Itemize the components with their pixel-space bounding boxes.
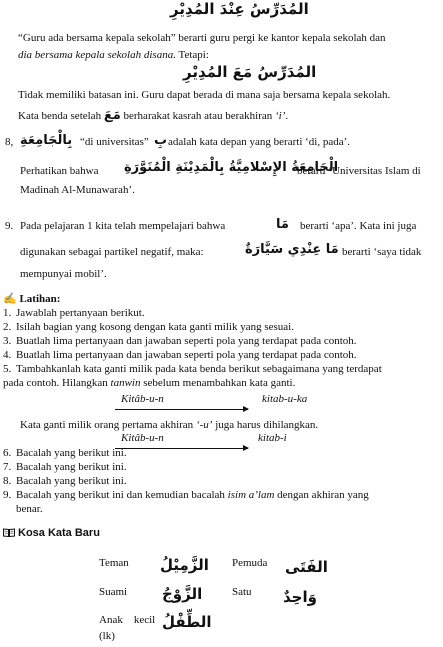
item-8-note-a: Perhatikan bahwa — [20, 165, 99, 177]
list-item: 6. Bacalah yang berikut ini. — [3, 447, 127, 459]
vocab-label-anak-lk: (lk) — [99, 630, 115, 642]
item-9-line-c: mempunyai mobil’. — [20, 268, 107, 280]
vocab-arabic-pemuda: الفَتَى — [285, 558, 328, 576]
paragraph-2 — [18, 87, 438, 125]
vocab-arabic-anak: الطِّفْلُ — [162, 613, 212, 631]
paragraph-1-line-b: dia bersama kepala sekolah disana. Tetapi: — [18, 49, 209, 61]
paragraph-1-line-a: “Guru ada bersama kepala sekolah” berarti guru pergi ke kantor kepala sekolah dan — [18, 32, 386, 44]
paragraph-1 — [18, 30, 438, 64]
item-8-desc: adalah kata depan yang berarti ‘di, pada’. — [168, 136, 351, 148]
item-8-note-b: berarti ‘Universitas Islam di — [297, 165, 421, 177]
list-item: 8. Bacalah yang berikut ini. — [3, 475, 127, 487]
arabic-bi: بِ — [154, 133, 168, 148]
item-8-note-c: Madinah Al-Munawarah’. — [20, 184, 135, 196]
item-9-line-b2: berarti ‘saya tidak — [342, 246, 422, 258]
item-9-line-a1: Pada pelajaran 1 kita telah mempelajari bahwa — [20, 220, 226, 232]
arabic-long-phrase: الْجَامِعَةُ الإِسْلامِيَّةُ بِالْمَدِيْنَةِ الْمُنَوَّرَةِ — [124, 160, 339, 175]
kosa-heading — [3, 527, 100, 539]
vocab-label-anak: Anak kecil — [99, 614, 156, 626]
book-icon — [3, 528, 15, 537]
arrow-right-icon — [115, 409, 248, 410]
arabic-bi-jamiah: بِالْجَامِعَةِ — [20, 133, 73, 148]
vocab-label-pemuda: Pemuda — [232, 557, 268, 569]
list-item: 5. Tambahkanlah kata ganti milik pada kata benda berikut sebagaimana yang terdapat — [3, 363, 382, 375]
kosa-title: Kosa Kata Baru — [18, 527, 100, 539]
arabic-ma: مَا — [276, 217, 289, 232]
list-item: 7. Bacalah yang berikut ini. — [3, 461, 127, 473]
list-item: 9. Bacalah yang berikut ini dan kemudian bacalah isim a’lam dengan akhiran yang — [3, 489, 369, 501]
arabic-ma-indi: مَا عِنْدِي سَيَّارَةٌ — [245, 242, 339, 257]
writing-hand-icon: ✍ — [3, 293, 17, 305]
list-item: 1. Jawablah pertanyaan berikut. — [3, 307, 145, 319]
item-8-number: 8, — [5, 136, 14, 148]
vocab-arabic-satu: وَاحِدٌ — [283, 588, 317, 606]
example-2-right: kitab-i — [258, 432, 287, 444]
example-1-left: Kitâb-u-n — [121, 393, 164, 405]
vocab-arabic-suami: الزَّوْجُ — [162, 585, 203, 603]
latihan-note: Kata ganti milik orang pertama akhiran ‘-u’ juga harus dihilangkan. — [20, 419, 319, 431]
latihan-list-2 — [3, 446, 441, 516]
latihan-list — [3, 306, 441, 390]
item-9-line-a2: berarti ‘apa’. Kata ini juga — [300, 220, 417, 232]
item-9-line-b1: digunakan sebagai partikel negatif, maka: — [20, 246, 204, 258]
list-item: 4. Buatlah lima pertanyaan dan jawaban seperti pola yang terdapat pada contoh. — [3, 349, 357, 361]
list-item: 3. Buatlah lima pertanyaan dan jawaban seperti pola yang terdapat pada contoh. — [3, 335, 357, 347]
arabic-heading-mid: المُدَرِّسُ مَعَ المُدِيْرِ — [183, 63, 317, 81]
latihan-heading — [3, 292, 60, 305]
example-2-left: Kitâb-u-n — [121, 432, 164, 444]
paragraph-2-line-a: Tidak memiliki batasan ini. Guru dapat berada di mana saja bersama kepala sekolah. — [18, 89, 391, 101]
paragraph-2-line-b: Kata benda setelah مَعَ berharakat kasrah atau berakhiran ‘i’. — [18, 108, 289, 123]
vocab-label-teman: Teman — [99, 557, 129, 569]
example-1-right: kitab-u-ka — [262, 393, 308, 405]
list-item-continuation: pada contoh. Hilangkan tanwin sebelum menambahkan kata ganti. — [3, 377, 296, 389]
list-item-continuation: benar. — [16, 503, 43, 515]
latihan-title: Latihan: — [19, 293, 61, 305]
vocab-label-satu: Satu — [232, 586, 252, 598]
item-8-quote: “di universitas” — [80, 136, 149, 148]
vocab-arabic-teman: الزَّمِيْلُ — [160, 556, 209, 574]
item-9-number: 9. — [5, 220, 14, 232]
list-item: 2. Isilah bagian yang kosong dengan kata ganti milik yang sesuai. — [3, 321, 294, 333]
vocab-label-suami: Suami — [99, 586, 128, 598]
arabic-heading-top: المُدَرِّسُ عِنْدَ المُدِيْرِ — [170, 0, 309, 18]
